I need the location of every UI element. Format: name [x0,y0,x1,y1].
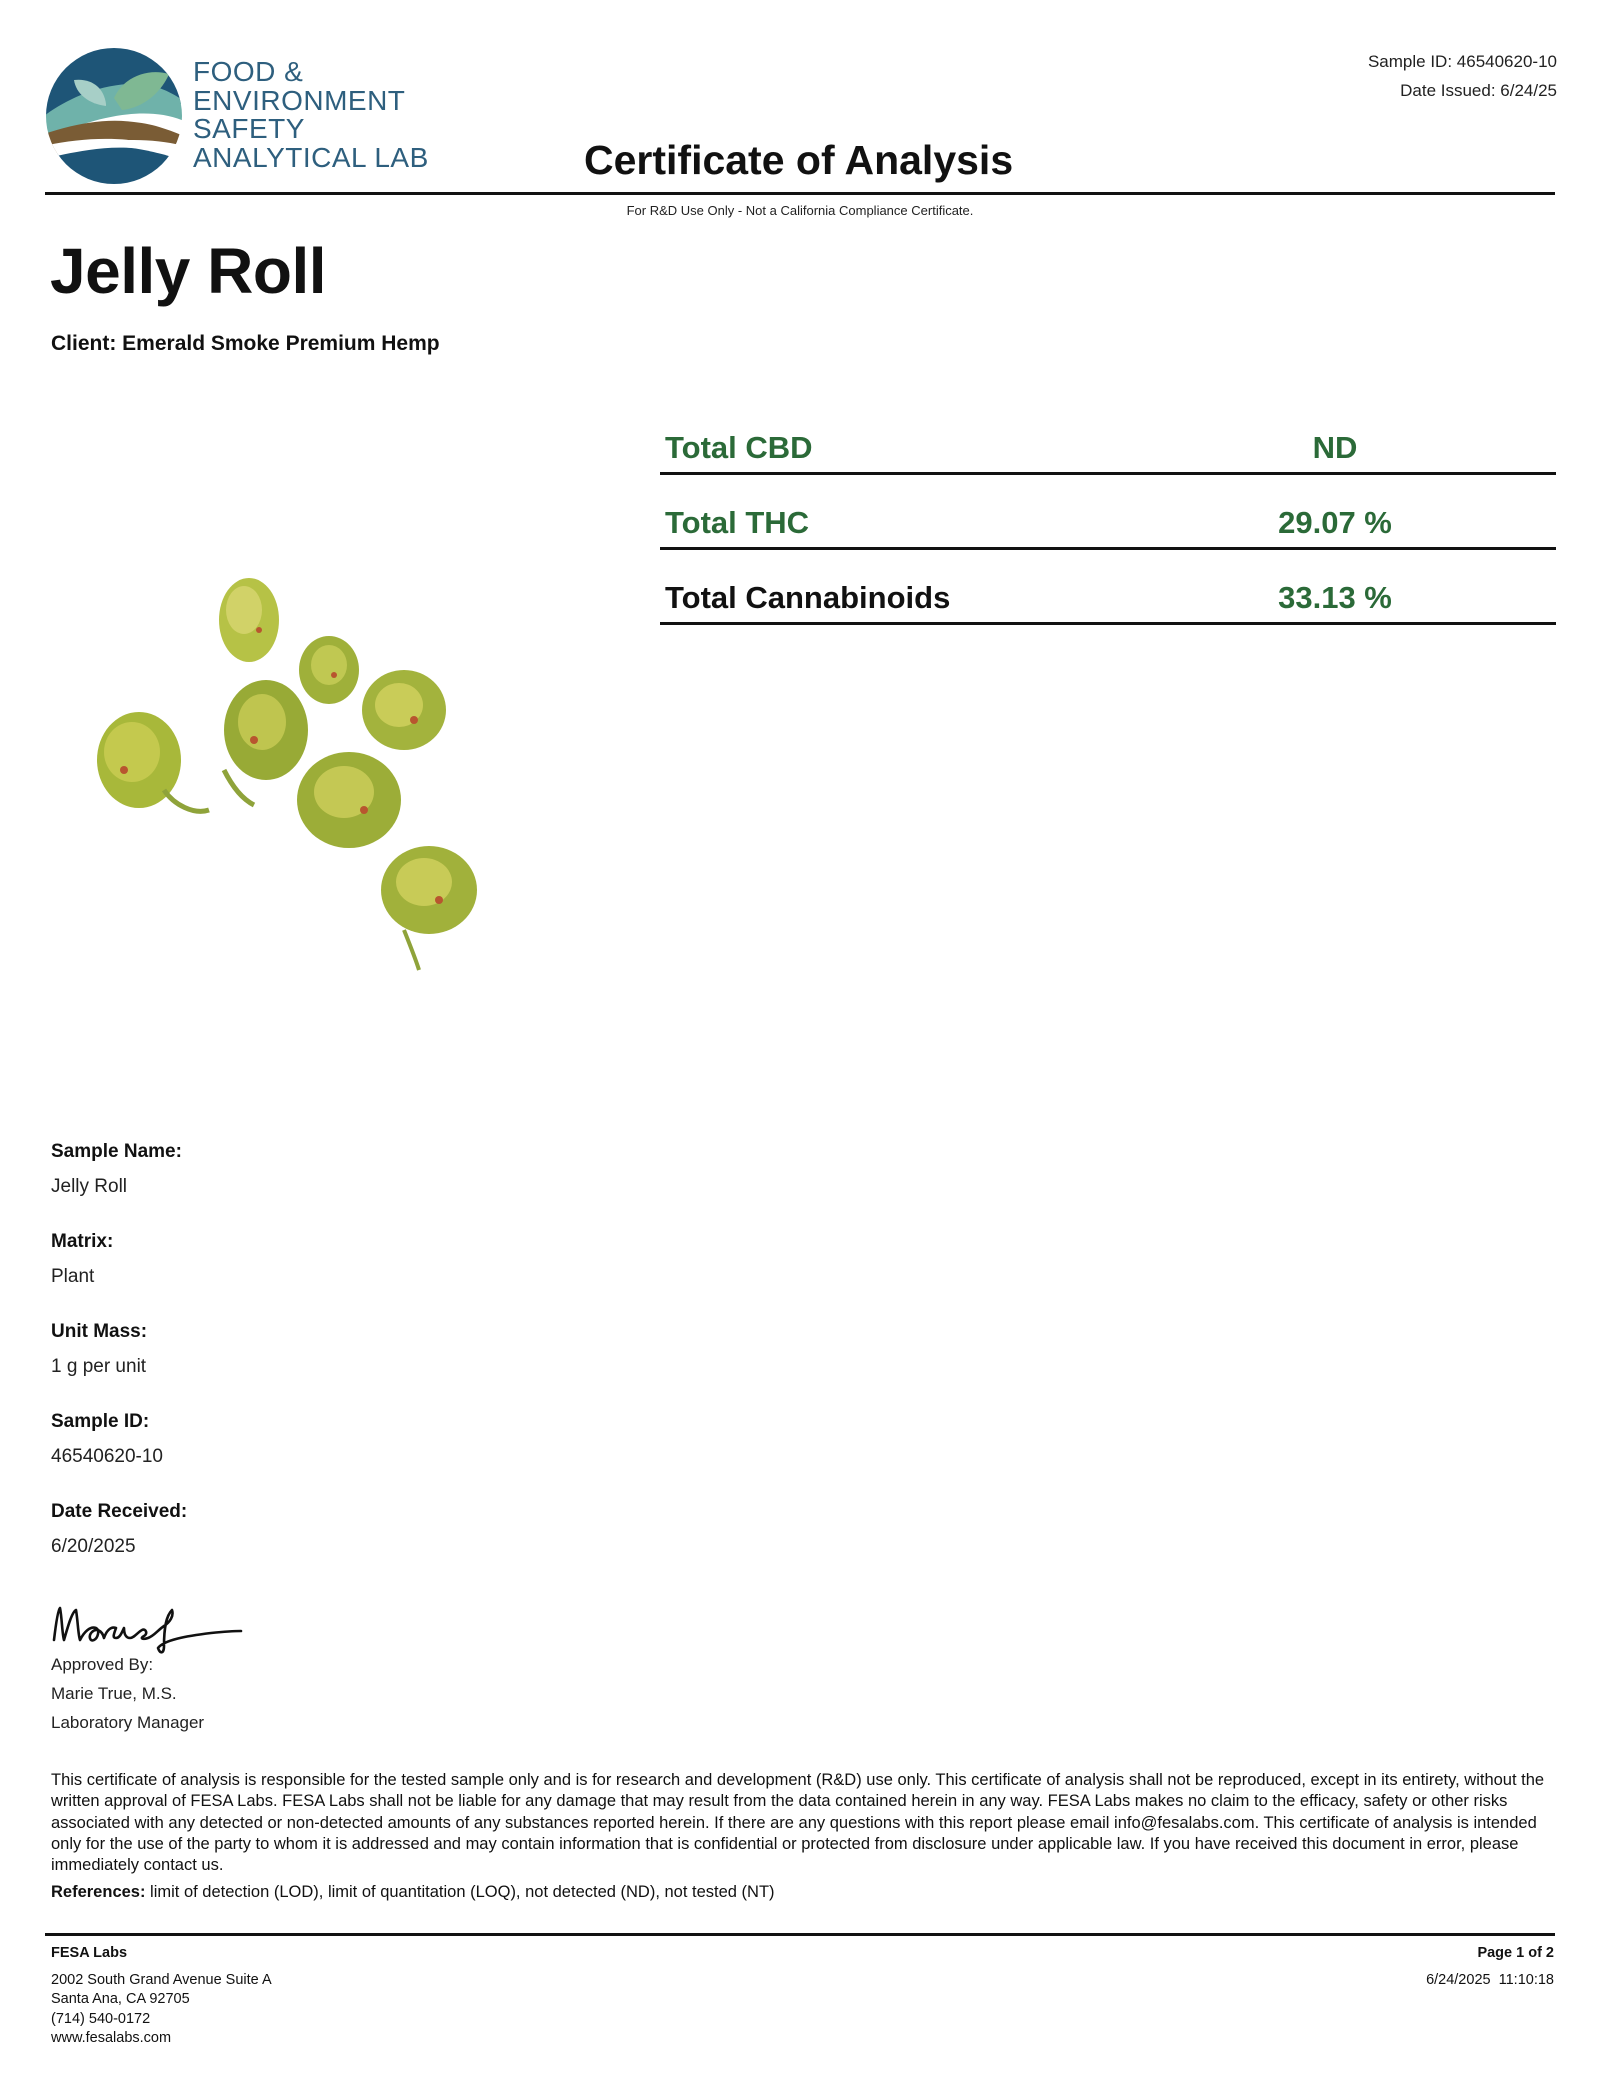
footer-company: FESA Labs [51,1945,128,1961]
footer-page-info [1426,1944,1554,1990]
summary-row-total-cbd [660,400,1556,475]
detail-value: 6/20/2025 [51,1536,136,1557]
references-line [51,1883,775,1902]
lab-name-line: FOOD & [193,56,304,87]
lab-name-line: SAFETY [193,113,305,144]
page-number: Page 1 of 2 [1477,1945,1554,1961]
legal-disclaimer: This certificate of analysis is responsible for the tested sample only and is for research and development (R&D) use only. This certificate of analysis shall not be reproduced, except in its entirety, without the written approval of FESA Labs. FESA Labs shall not be liable for any damage that may result from the data contained herein in any way. FESA Labs makes no claim to the efficacy, safety or other risks associated with any detected or non-detected amounts of any substances reported herein. If there are any questions with this report please email info@fesalabs.com. This certificate of analysis is intended only for the use of the party to whom it is addressed and may contain information that is confidential or protected from disclosure under applicable law. If you have received this document in error, please immediately contact us. [51,1771,1545,1875]
detail-label: Matrix: [51,1231,114,1252]
lab-logo-icon [44,46,184,186]
detail-sample-name [51,1141,182,1198]
footer-website[interactable]: www.fesalabs.com [51,2030,172,2046]
footer-phone: (714) 540-0172 [51,2010,151,2027]
header-meta [1368,47,1557,105]
header-sample-id: Sample ID: 46540620-10 [1367,52,1557,71]
summary-row-total-thc [660,475,1556,550]
signature-icon [46,1588,246,1658]
detail-value: Plant [51,1266,95,1287]
product-title: Jelly Roll [50,235,326,307]
product-photo [44,470,524,1120]
approval-block [51,1650,204,1737]
footer-address-line: 2002 South Grand Avenue Suite A [51,1971,272,1988]
header-divider [45,192,1555,195]
approved-by-label: Approved By: [51,1655,154,1674]
print-timestamp: 6/24/2025 11:10:18 [1426,1971,1554,1988]
detail-label: Sample ID: [51,1411,150,1432]
summary-label: Total CBD [665,430,813,465]
detail-sample-id [51,1411,163,1468]
summary-label: Total Cannabinoids [665,580,951,615]
compliance-disclaimer: For R&D Use Only - Not a California Compliance Certificate. [626,203,974,218]
lab-name [193,58,429,172]
detail-label: Date Received: [51,1501,188,1522]
lab-name-line: ENVIRONMENT [193,84,406,116]
detail-value: 46540620-10 [51,1446,163,1467]
detail-date-received [51,1501,187,1558]
client-name: Client: Emerald Smoke Premium Hemp [51,332,440,355]
summary-value: 33.13 % [1278,580,1392,615]
summary-value: 29.07 % [1278,505,1392,540]
summary-row-total-cannabinoids [660,550,1556,625]
document-title: Certificate of Analysis [584,137,1014,183]
footer-address-line: Santa Ana, CA 92705 [51,1991,190,2007]
detail-label: Unit Mass: [51,1321,148,1342]
header-date-issued: Date Issued: 6/24/25 [1400,81,1557,100]
approver-name: Marie True, M.S. [51,1684,177,1703]
detail-unit-mass [51,1321,147,1378]
summary-value: ND [1312,430,1358,465]
footer-divider [45,1933,1555,1936]
lab-name-line: ANALYTICAL LAB [193,141,429,173]
detail-label: Sample Name: [51,1141,182,1162]
footer-address [51,1944,272,2049]
summary-label: Total THC [665,505,810,540]
detail-matrix [51,1231,113,1288]
detail-value: Jelly Roll [51,1176,128,1197]
references-label: References: [51,1883,146,1901]
approver-title: Laboratory Manager [51,1713,205,1732]
detail-value: 1 g per unit [51,1356,147,1377]
cannabis-bud-cluster [97,578,477,970]
references-text: limit of detection (LOD), limit of quantitation (LOQ), not detected (ND), not tested (NT) [145,1883,775,1901]
